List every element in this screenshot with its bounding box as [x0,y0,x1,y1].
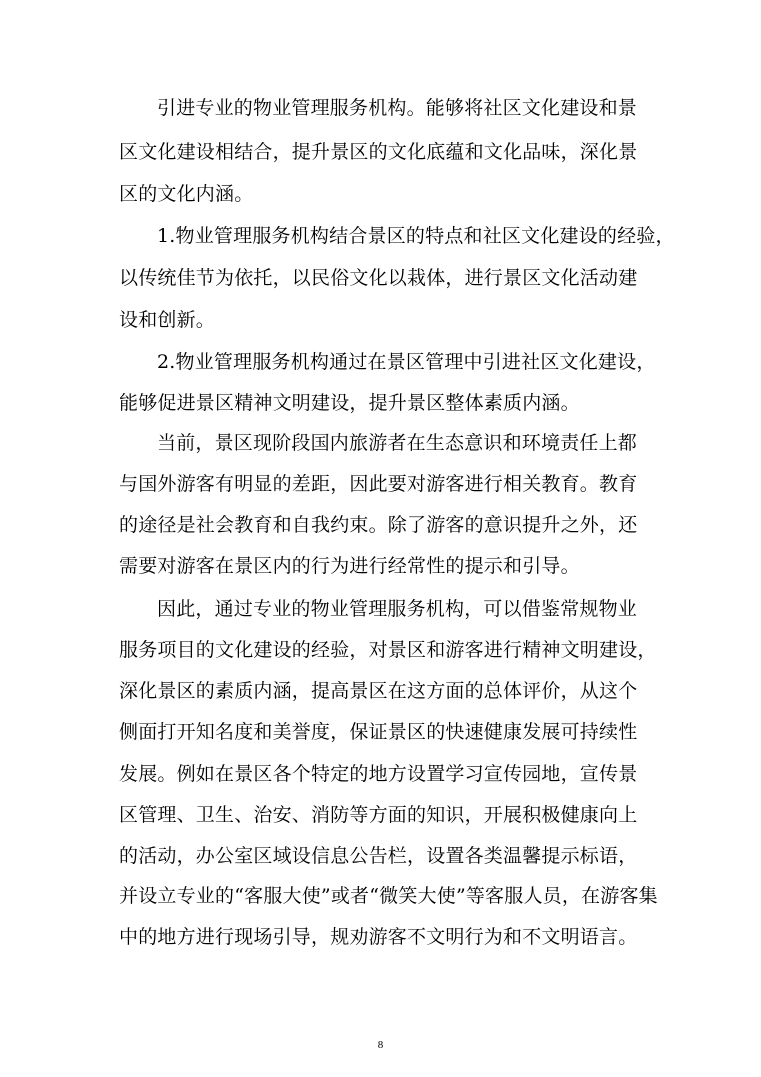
paragraph-5-line-4: 侧面打开知名度和美誉度，保证景区的快速健康发展可持续性 [119,721,638,743]
paragraph-1-line-3: 区的文化内涵。 [119,183,254,205]
paragraph-4-line-3: 的途径是社会教育和自我约束。除了游客的意识提升之外，还 [119,514,638,536]
paragraph-1-line-1: 引进专业的物业管理服务机构。能够将社区文化建设和景 [157,97,638,119]
paragraph-5-line-8: 并设立专业的“客服大使”或者“微笑大使”等客服人员，在游客集 [119,885,658,907]
paragraph-4-line-4: 需要对游客在景区内的行为进行经常性的提示和引导。 [119,555,580,577]
paragraph-4-line-2: 与国外游客有明显的差距，因此要对游客进行相关教育。教育 [119,473,638,495]
paragraph-5-line-2: 服务项目的文化建设的经验，对景区和游客进行精神文明建设， [119,639,657,661]
paragraph-5-line-3: 深化景区的素质内涵，提高景区在这方面的总体评价，从这个 [119,680,638,702]
paragraph-2-line-2: 以传统佳节为依托，以民俗文化以栽体，进行景区文化活动建 [119,267,638,289]
paragraph-5-line-6: 区管理、卫生、治安、消防等方面的知识，开展积极健康向上 [119,804,638,826]
paragraph-3-line-1: 2.物业管理服务机构通过在景区管理中引进社区文化建设， [157,351,656,373]
paragraph-1-line-2: 区文化建设相结合，提升景区的文化底蕴和文化品味，深化景 [119,141,638,163]
paragraph-5-line-7: 的活动，办公室区域设信息公告栏，设置各类温馨提示标语， [119,845,638,867]
paragraph-2-line-1: 1.物业管理服务机构结合景区的特点和社区文化建设的经验， [157,225,675,247]
paragraph-3-line-2: 能够促进景区精神文明建设，提升景区整体素质内涵。 [119,392,580,414]
paragraph-2-line-3: 设和创新。 [119,309,216,331]
paragraph-5-line-1: 因此，通过专业的物业管理服务机构，可以借鉴常规物业 [157,598,638,620]
paragraph-4-line-1: 当前，景区现阶段国内旅游者在生态意识和环境责任上都 [157,432,638,454]
page-number: 8 [377,1039,384,1051]
paragraph-5-line-5: 发展。例如在景区各个特定的地方设置学习宣传园地，宣传景 [119,763,638,785]
paragraph-5-line-9: 中的地方进行现场引导，规劝游客不文明行为和不文明语言。 [119,926,638,948]
